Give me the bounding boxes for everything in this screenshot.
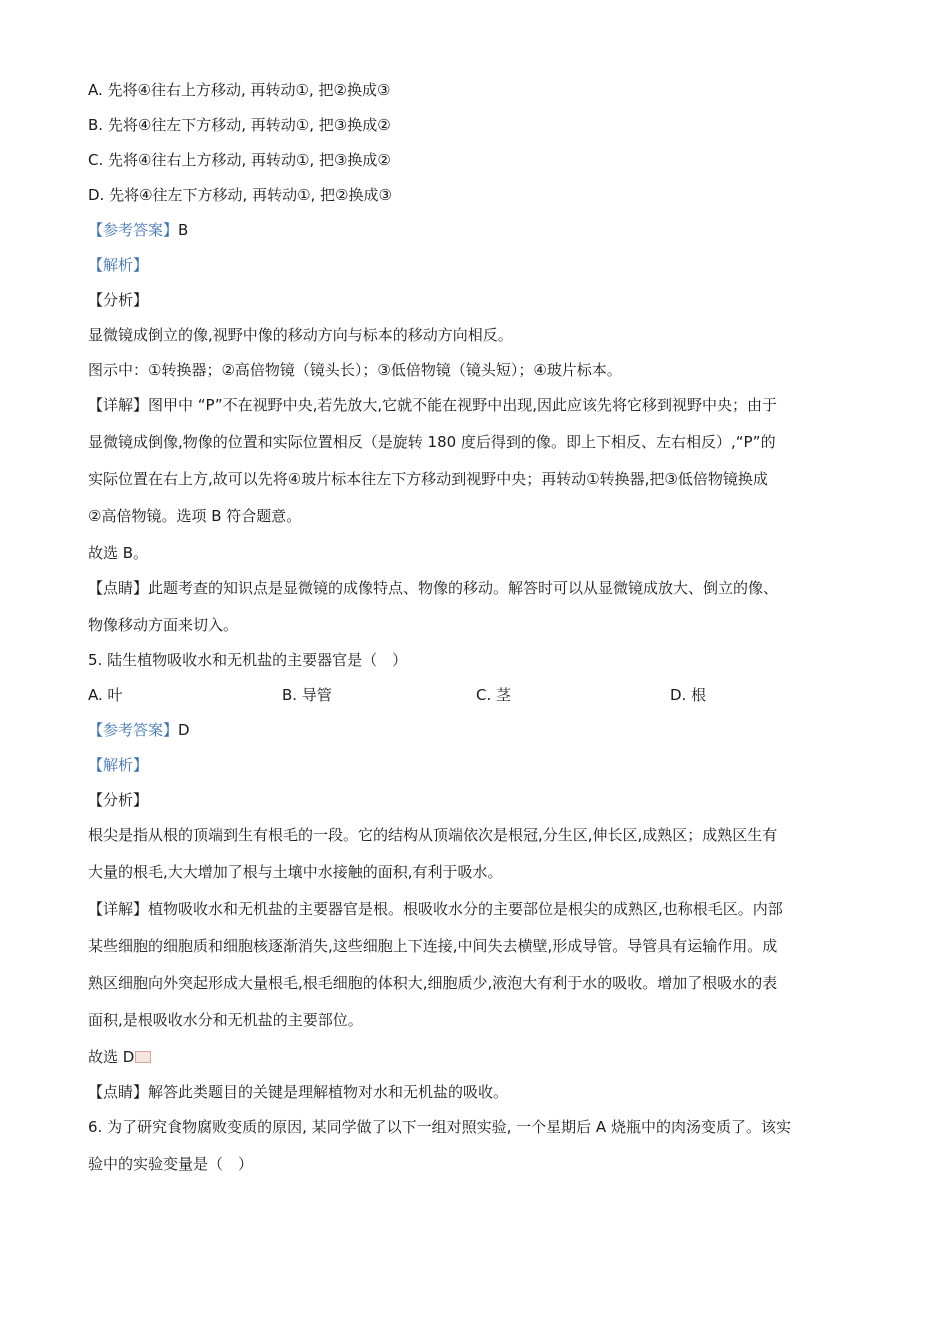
q4-answer-line xyxy=(88,218,866,253)
q4-answer: B xyxy=(178,221,189,239)
q5-answer-line xyxy=(88,718,866,753)
q4-analysis-tag: 【解析】 xyxy=(88,256,149,274)
q5-option-a: A. 叶 xyxy=(88,686,123,704)
q6-stem-line-1: 6. 为了研究食物腐败变质的原因, 某同学做了以下一组对照实验, 一个星期后 A 烧瓶中的肉汤变质了。该实 xyxy=(88,1118,791,1136)
q4-option-a: A. 先将④往右上方移动, 再转动①, 把②换成③ xyxy=(88,81,391,99)
q5-options xyxy=(88,683,866,718)
q5-fenxi-line-2: 大量的根毛,大大增加了根与土壤中水接触的面积,有利于吸水。 xyxy=(88,863,503,881)
q5-option-c: C. 茎 xyxy=(476,686,512,704)
q5-fenxi-line-1: 根尖是指从根的顶端到生有根毛的一段。它的结构从顶端依次是根冠,分生区,伸长区,成熟区；成熟区生有 xyxy=(88,826,778,844)
q4-detail-line-1: 【详解】图甲中 “P”不在视野中央,若先放大,它就不能在视野中出现,因此应该先将它移到视野中央；由于 xyxy=(88,396,777,414)
q4-detail-tag: 【详解】 xyxy=(88,396,149,414)
q5-answer: D xyxy=(178,721,190,739)
q6-stem-line-2: 验中的实验变量是（ ） xyxy=(88,1155,254,1173)
q4-comment-tag: 【点睛】 xyxy=(88,579,149,597)
q5-stem: 5. 陆生植物吸收水和无机盐的主要器官是（ ） xyxy=(88,651,408,669)
q5-comment-tag: 【点睛】 xyxy=(88,1083,149,1101)
q4-option-b: B. 先将④往左下方移动, 再转动①, 把③换成② xyxy=(88,116,391,134)
q5-detail-tag: 【详解】 xyxy=(88,900,149,918)
q5-conclusion: 故选 D xyxy=(88,1048,135,1066)
q4-comment-line-1: 【点睛】此题考查的知识点是显微镜的成像特点、物像的移动。解答时可以从显微镜成放大、倒立的像、 xyxy=(88,579,779,597)
q5-analysis-tag: 【解析】 xyxy=(88,756,149,774)
q5-option-d: D. 根 xyxy=(670,686,707,704)
q4-fenxi-line-1: 显微镜成倒立的像,视野中像的移动方向与标本的移动方向相反。 xyxy=(88,326,513,344)
q4-comment-line-2: 物像移动方面来切入。 xyxy=(88,616,239,634)
q5-detail-line-3: 熟区细胞向外突起形成大量根毛,根毛细胞的体积大,细胞质少,液泡大有利于水的吸收。增加了根吸水的表 xyxy=(88,974,778,992)
q5-detail-line-4: 面积,是根吸收水分和无机盐的主要部位。 xyxy=(88,1011,363,1029)
q5-option-b: B. 导管 xyxy=(282,686,332,704)
q4-detail-line-4: ②高倍物镜。选项 B 符合题意。 xyxy=(88,507,302,525)
q4-fenxi-tag: 【分析】 xyxy=(88,291,149,309)
inline-image-icon xyxy=(135,1051,151,1063)
q4-answer-tag: 【参考答案】 xyxy=(88,221,179,239)
q5-fenxi-tag: 【分析】 xyxy=(88,791,149,809)
q4-detail-line-3: 实际位置在右上方,故可以先将④玻片标本往左下方移动到视野中央；再转动①转换器,把③低倍物镜换成 xyxy=(88,470,768,488)
q5-conclusion-line xyxy=(88,1045,866,1080)
q4-conclusion: 故选 B。 xyxy=(88,544,149,562)
q5-detail-line-2: 某些细胞的细胞质和细胞核逐渐消失,这些细胞上下连接,中间失去横壁,形成导管。导管具有运输作用。成 xyxy=(88,937,778,955)
q4-option-c: C. 先将④往右上方移动, 再转动①, 把③换成② xyxy=(88,151,391,169)
q5-answer-tag: 【参考答案】 xyxy=(88,721,179,739)
q4-detail-line-2: 显微镜成倒像,物像的位置和实际位置相反（是旋转 180 度后得到的像。即上下相反、左右相反）,“P”的 xyxy=(88,433,776,451)
q5-detail-line-1: 【详解】植物吸收水和无机盐的主要器官是根。根吸收水分的主要部位是根尖的成熟区,也称根毛区。内部 xyxy=(88,900,783,918)
document-page xyxy=(88,78,866,1187)
q4-fenxi-line-2: 图示中：①转换器；②高倍物镜（镜头长）；③低倍物镜（镜头短）；④玻片标本。 xyxy=(88,361,622,379)
q4-option-d: D. 先将④往左下方移动, 再转动①, 把②换成③ xyxy=(88,186,392,204)
q5-comment-line: 【点睛】解答此类题目的关键是理解植物对水和无机盐的吸收。 xyxy=(88,1083,509,1101)
